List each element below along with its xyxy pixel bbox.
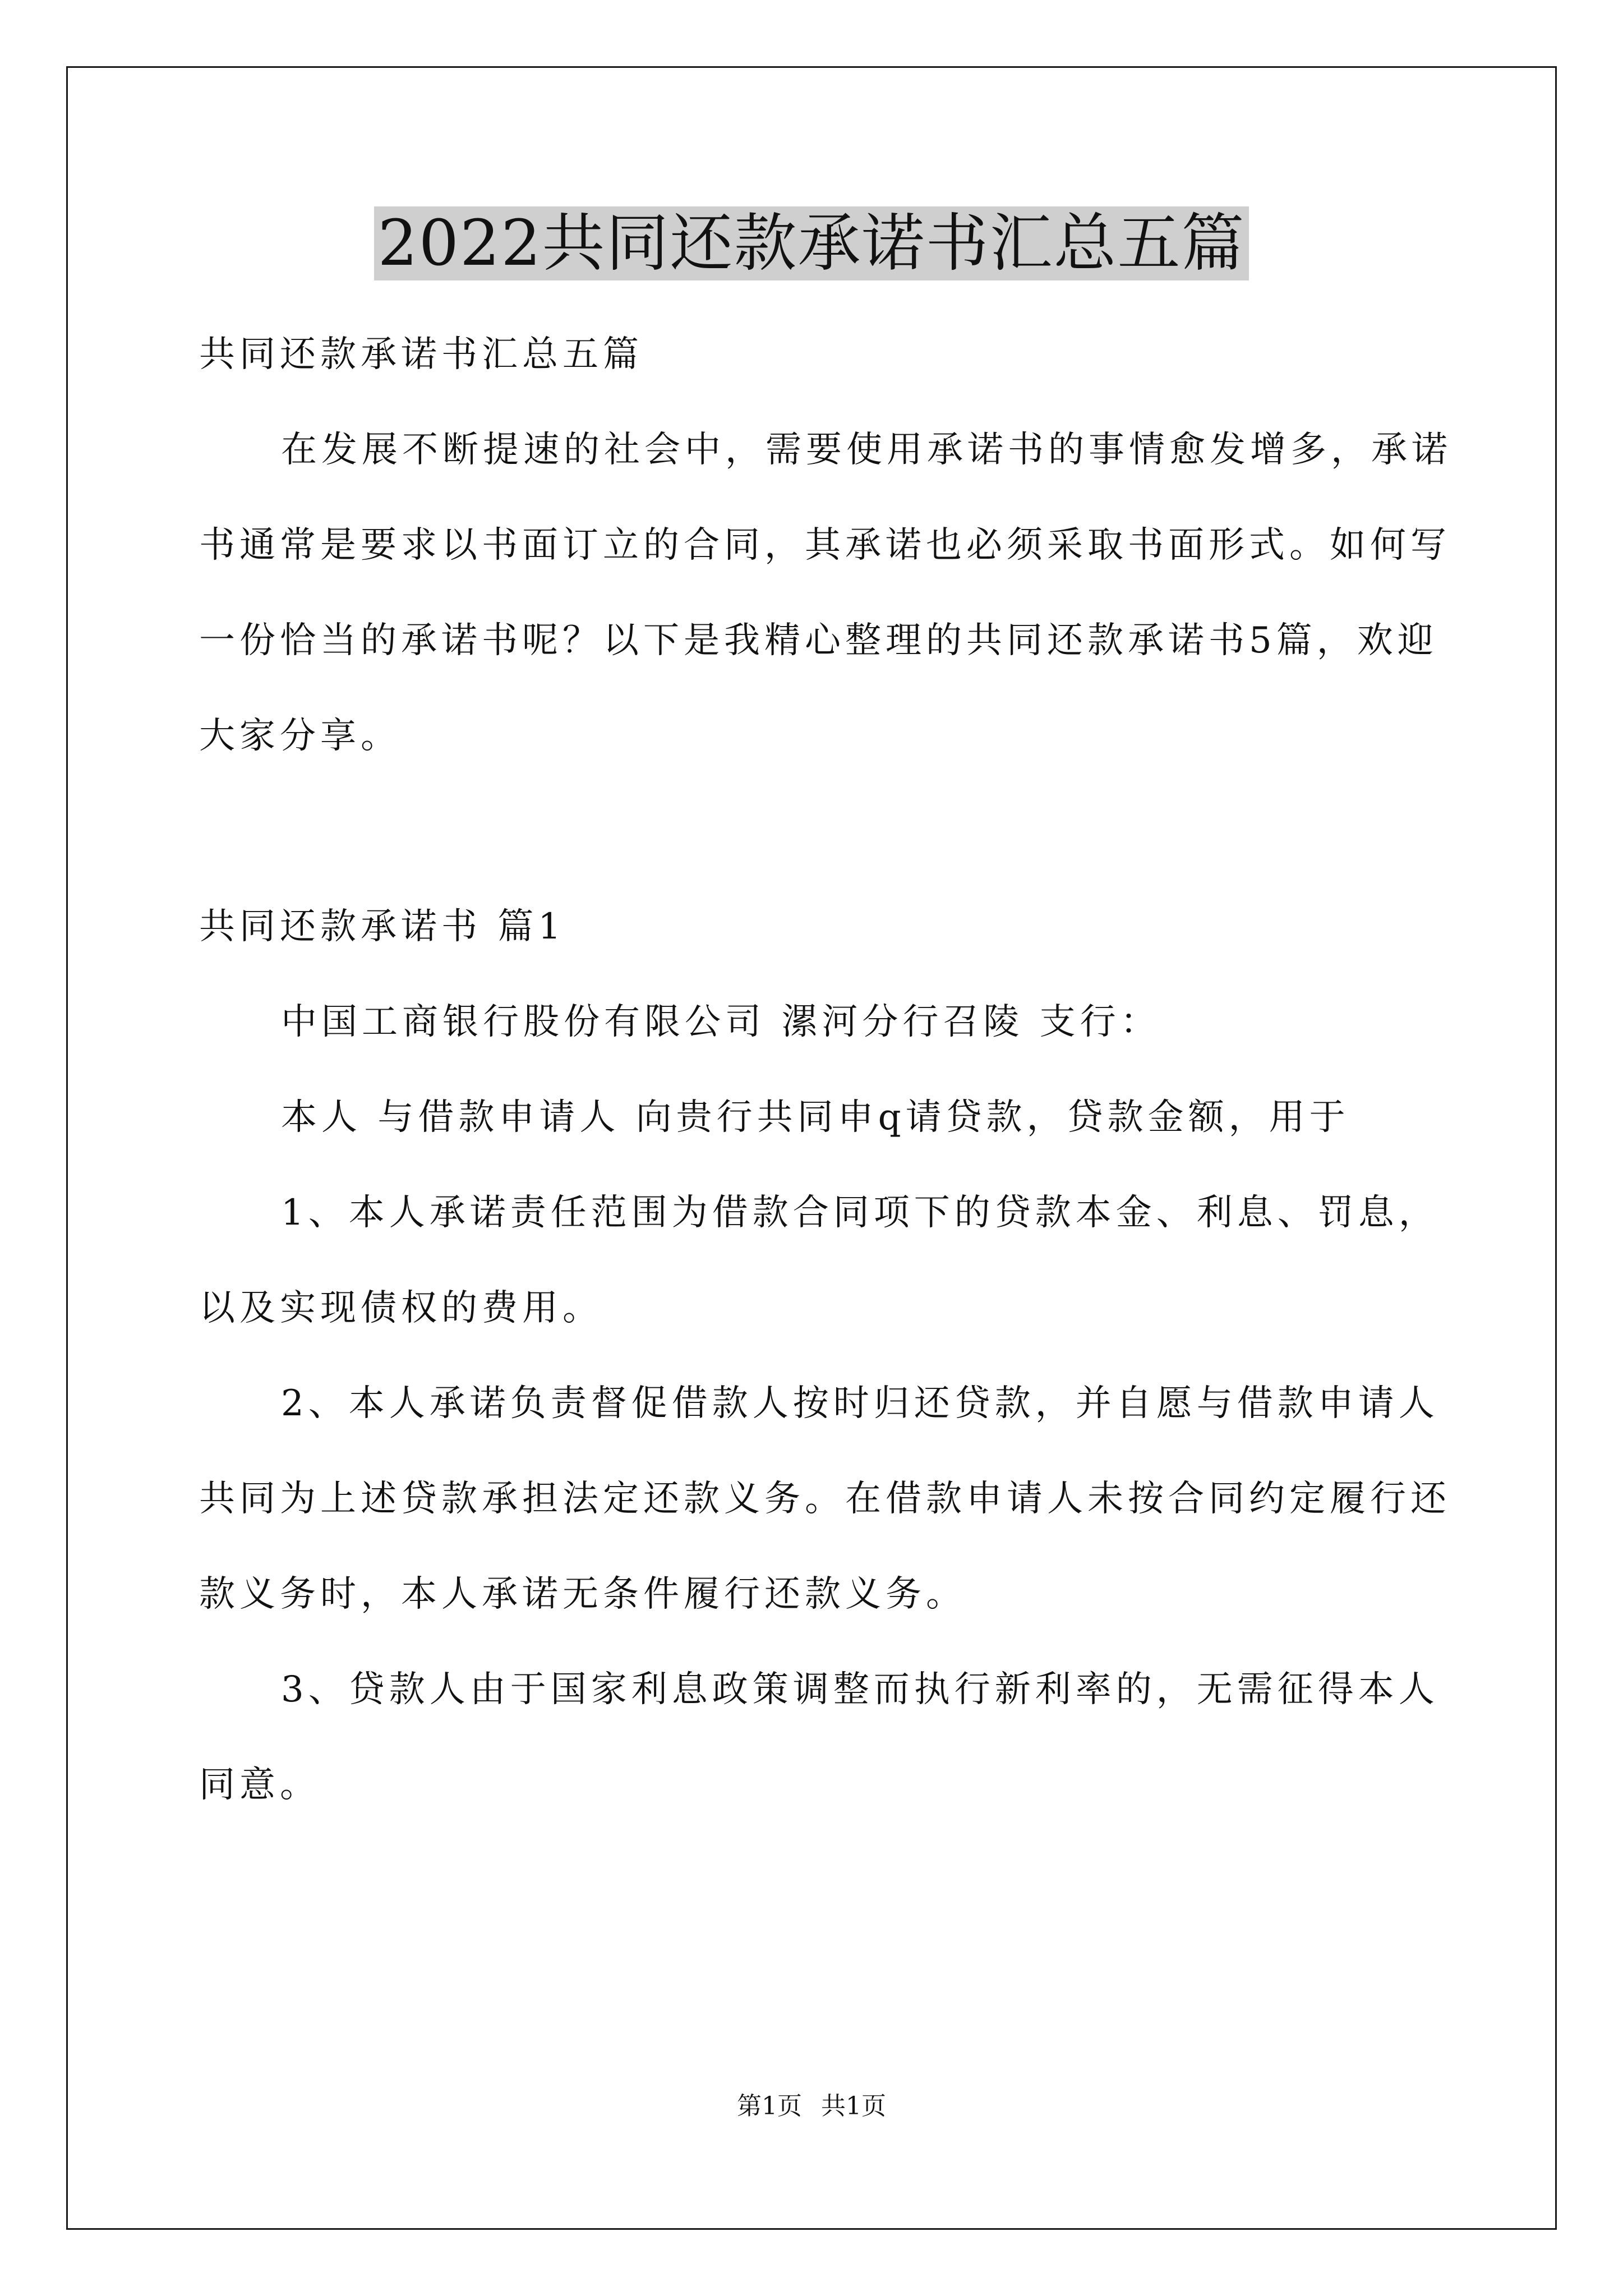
page-footer <box>0 2090 1623 2123</box>
document-title: 2022共同还款承诺书汇总五篇 <box>374 206 1248 280</box>
document-subtitle: 共同还款承诺书汇总五篇 <box>199 334 643 375</box>
page-number: 第1页 <box>737 2092 802 2120</box>
document-body <box>199 307 1472 1833</box>
title-container <box>0 206 1623 280</box>
body-paragraph: 本人 与借款申请人 向贵行共同申q请贷款，贷款金额，用于 <box>281 1097 1350 1138</box>
page-total: 共1页 <box>821 2092 886 2120</box>
body-paragraph: 3、贷款人由于国家利息政策调整而执行新利率的，无需征得本人同意。 <box>199 1669 1439 1806</box>
body-paragraph: 1、本人承诺责任范围为借款合同项下的贷款本金、利息、罚息，以及实现债权的费用。 <box>199 1192 1439 1329</box>
section-heading: 共同还款承诺书 篇1 <box>199 906 566 947</box>
body-paragraph: 2、本人承诺负责督促借款人按时归还贷款，并自愿与借款申请人共同为上述贷款承担法定还款义务。在借款申请人未按合同约定履行还款义务时，本人承诺无条件履行还款义务。 <box>199 1383 1451 1615</box>
addressee-line: 中国工商银行股份有限公司 漯河分行召陵 支行： <box>281 1001 1161 1043</box>
intro-paragraph: 在发展不断提速的社会中，需要使用承诺书的事情愈发增多，承诺书通常是要求以书面订立的合同，其承诺也必须采取书面形式。如何写一份恰当的承诺书呢？以下是我精心整理的共同还款承诺书5篇，欢迎大家分享。 <box>199 429 1452 757</box>
